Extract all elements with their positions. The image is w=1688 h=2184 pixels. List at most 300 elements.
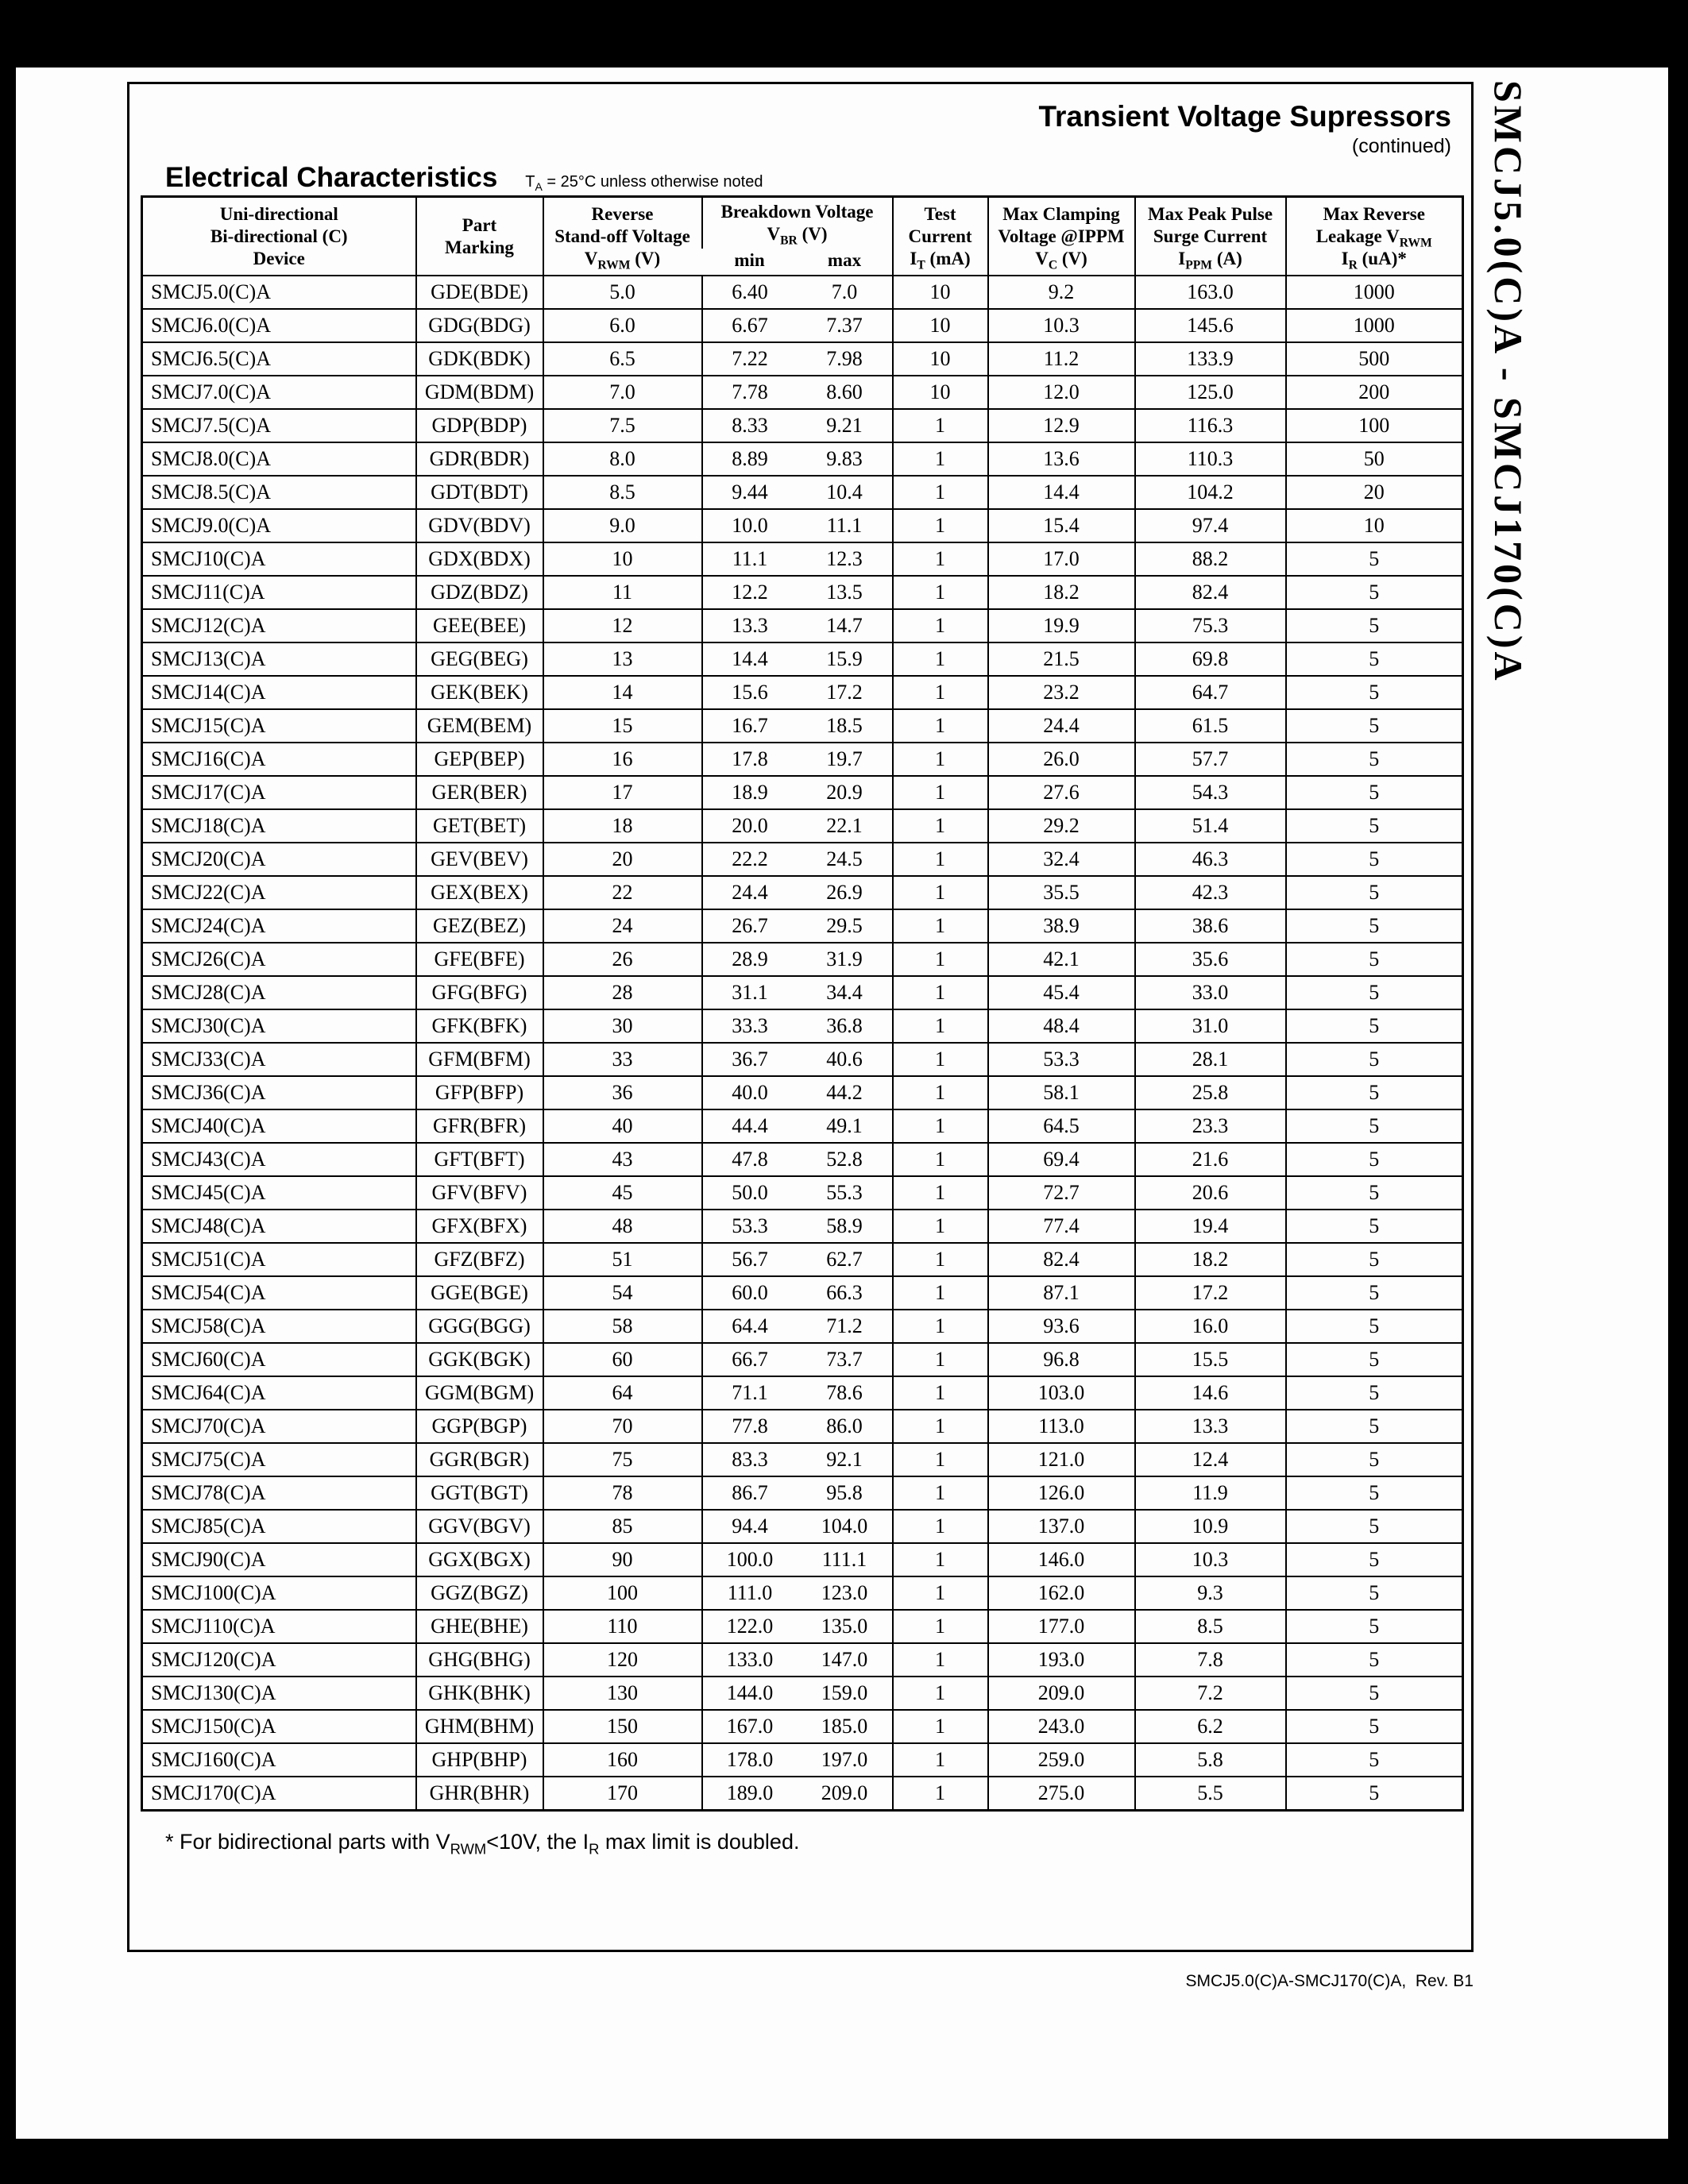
cell-standoff-voltage: 14 xyxy=(543,676,702,709)
cell-reverse-leakage: 5 xyxy=(1286,1376,1463,1410)
cell-test-current: 1 xyxy=(893,1310,988,1343)
cell-standoff-voltage: 6.5 xyxy=(543,342,702,376)
cell-surge-current: 19.4 xyxy=(1135,1210,1286,1243)
cell-device: SMCJ160(C)A xyxy=(142,1743,416,1777)
cell-test-current: 1 xyxy=(893,509,988,542)
cell-standoff-voltage: 33 xyxy=(543,1043,702,1076)
cell-surge-current: 18.2 xyxy=(1135,1243,1286,1276)
col-header-part-marking xyxy=(416,197,543,276)
table-row xyxy=(142,1143,1463,1176)
cell-standoff-voltage: 48 xyxy=(543,1210,702,1243)
cell-test-current: 1 xyxy=(893,1076,988,1109)
cell-surge-current: 21.6 xyxy=(1135,1143,1286,1176)
cell-device: SMCJ14(C)A xyxy=(142,676,416,709)
col-header-standoff-symbol: $V_{RWM}$ (V) xyxy=(584,248,661,272)
section-heading-row xyxy=(165,162,763,194)
cell-reverse-leakage: 5 xyxy=(1286,1210,1463,1243)
cell-breakdown-max: 86.0 xyxy=(798,1410,893,1443)
table-row xyxy=(142,1076,1463,1109)
cell-breakdown-max: 7.98 xyxy=(798,342,893,376)
cell-reverse-leakage: 5 xyxy=(1286,1677,1463,1710)
cell-reverse-leakage: 5 xyxy=(1286,1610,1463,1643)
cell-breakdown-min: 189.0 xyxy=(702,1777,798,1811)
cell-clamping-voltage: 27.6 xyxy=(988,776,1135,809)
table-row xyxy=(142,1043,1463,1076)
cell-clamping-voltage: 29.2 xyxy=(988,809,1135,843)
cell-part-marking: GDP(BDP) xyxy=(416,409,543,442)
cell-breakdown-max: 29.5 xyxy=(798,909,893,943)
cell-breakdown-max: 18.5 xyxy=(798,709,893,743)
cell-breakdown-max: 12.3 xyxy=(798,542,893,576)
cell-clamping-voltage: 53.3 xyxy=(988,1043,1135,1076)
cell-test-current: 1 xyxy=(893,642,988,676)
cell-reverse-leakage: 5 xyxy=(1286,809,1463,843)
col-header-marking-line1: Part xyxy=(462,214,497,235)
cell-breakdown-max: 111.1 xyxy=(798,1543,893,1576)
cell-surge-current: 7.8 xyxy=(1135,1643,1286,1677)
cell-standoff-voltage: 8.5 xyxy=(543,476,702,509)
cell-part-marking: GEE(BEE) xyxy=(416,609,543,642)
cell-part-marking: GFK(BFK) xyxy=(416,1009,543,1043)
cell-device: SMCJ33(C)A xyxy=(142,1043,416,1076)
cell-surge-current: 12.4 xyxy=(1135,1443,1286,1476)
cell-breakdown-min: 7.78 xyxy=(702,376,798,409)
cell-breakdown-min: 22.2 xyxy=(702,843,798,876)
cell-surge-current: 110.3 xyxy=(1135,442,1286,476)
cell-part-marking: GEM(BEM) xyxy=(416,709,543,743)
cell-reverse-leakage: 5 xyxy=(1286,1276,1463,1310)
cell-standoff-voltage: 26 xyxy=(543,943,702,976)
cell-clamping-voltage: 17.0 xyxy=(988,542,1135,576)
cell-device: SMCJ54(C)A xyxy=(142,1276,416,1310)
table-row xyxy=(142,509,1463,542)
cell-part-marking: GFZ(BFZ) xyxy=(416,1243,543,1276)
cell-standoff-voltage: 10 xyxy=(543,542,702,576)
cell-part-marking: GHG(BHG) xyxy=(416,1643,543,1677)
table-row xyxy=(142,709,1463,743)
cell-standoff-voltage: 15 xyxy=(543,709,702,743)
cell-standoff-voltage: 58 xyxy=(543,1310,702,1343)
cell-device: SMCJ18(C)A xyxy=(142,809,416,843)
cell-breakdown-max: 26.9 xyxy=(798,876,893,909)
cell-test-current: 10 xyxy=(893,376,988,409)
cell-breakdown-max: 62.7 xyxy=(798,1243,893,1276)
cell-breakdown-max: 95.8 xyxy=(798,1476,893,1510)
cell-clamping-voltage: 15.4 xyxy=(988,509,1135,542)
cell-surge-current: 88.2 xyxy=(1135,542,1286,576)
cell-clamping-voltage: 45.4 xyxy=(988,976,1135,1009)
cell-surge-current: 42.3 xyxy=(1135,876,1286,909)
cell-standoff-voltage: 22 xyxy=(543,876,702,909)
cell-breakdown-min: 133.0 xyxy=(702,1643,798,1677)
table-body xyxy=(142,276,1463,1811)
cell-breakdown-min: 12.2 xyxy=(702,576,798,609)
col-header-breakdown-max: max xyxy=(827,249,862,270)
cell-surge-current: 104.2 xyxy=(1135,476,1286,509)
cell-reverse-leakage: 5 xyxy=(1286,1410,1463,1443)
cell-surge-current: 9.3 xyxy=(1135,1576,1286,1610)
cell-breakdown-min: 66.7 xyxy=(702,1343,798,1376)
cell-device: SMCJ30(C)A xyxy=(142,1009,416,1043)
cell-device: SMCJ28(C)A xyxy=(142,976,416,1009)
cell-part-marking: GGT(BGT) xyxy=(416,1476,543,1510)
cell-surge-current: 97.4 xyxy=(1135,509,1286,542)
cell-reverse-leakage: 5 xyxy=(1286,743,1463,776)
table-row xyxy=(142,1710,1463,1743)
cell-clamping-voltage: 10.3 xyxy=(988,309,1135,342)
cell-reverse-leakage: 5 xyxy=(1286,1176,1463,1210)
table-row xyxy=(142,1743,1463,1777)
cell-breakdown-max: 13.5 xyxy=(798,576,893,609)
cell-reverse-leakage: 5 xyxy=(1286,609,1463,642)
cell-standoff-voltage: 150 xyxy=(543,1710,702,1743)
cell-breakdown-max: 104.0 xyxy=(798,1510,893,1543)
cell-test-current: 1 xyxy=(893,776,988,809)
col-header-breakdown-min: min xyxy=(734,249,765,270)
cell-clamping-voltage: 24.4 xyxy=(988,709,1135,743)
cell-standoff-voltage: 7.0 xyxy=(543,376,702,409)
cell-test-current: 1 xyxy=(893,1476,988,1510)
cell-breakdown-min: 6.40 xyxy=(702,276,798,309)
cell-breakdown-max: 71.2 xyxy=(798,1310,893,1343)
cell-clamping-voltage: 32.4 xyxy=(988,843,1135,876)
cell-test-current: 1 xyxy=(893,809,988,843)
cell-device: SMCJ6.5(C)A xyxy=(142,342,416,376)
cell-breakdown-min: 17.8 xyxy=(702,743,798,776)
table-row xyxy=(142,1777,1463,1811)
condition-note-text: = 25°C unless otherwise noted xyxy=(542,173,763,191)
cell-breakdown-min: 100.0 xyxy=(702,1543,798,1576)
condition-note xyxy=(525,173,763,191)
cell-clamping-voltage: 14.4 xyxy=(988,476,1135,509)
col-header-leakage-line2: Leakage $V_{RWM}$ xyxy=(1315,226,1432,250)
cell-reverse-leakage: 5 xyxy=(1286,843,1463,876)
col-header-device-line3: Device xyxy=(253,248,305,268)
table-row xyxy=(142,1109,1463,1143)
cell-standoff-voltage: 9.0 xyxy=(543,509,702,542)
cell-part-marking: GEG(BEG) xyxy=(416,642,543,676)
cell-surge-current: 46.3 xyxy=(1135,843,1286,876)
cell-surge-current: 5.8 xyxy=(1135,1743,1286,1777)
col-header-test-symbol: $I_T$ (mA) xyxy=(910,248,971,272)
cell-clamping-voltage: 113.0 xyxy=(988,1410,1135,1443)
cell-reverse-leakage: 5 xyxy=(1286,1143,1463,1176)
cell-breakdown-max: 31.9 xyxy=(798,943,893,976)
cell-clamping-voltage: 13.6 xyxy=(988,442,1135,476)
cell-surge-current: 125.0 xyxy=(1135,376,1286,409)
cell-breakdown-max: 15.9 xyxy=(798,642,893,676)
cell-part-marking: GGK(BGK) xyxy=(416,1343,543,1376)
cell-test-current: 1 xyxy=(893,843,988,876)
cell-clamping-voltage: 38.9 xyxy=(988,909,1135,943)
cell-reverse-leakage: 5 xyxy=(1286,1576,1463,1610)
cell-device: SMCJ130(C)A xyxy=(142,1677,416,1710)
cell-standoff-voltage: 16 xyxy=(543,743,702,776)
cell-clamping-voltage: 35.5 xyxy=(988,876,1135,909)
cell-surge-current: 6.2 xyxy=(1135,1710,1286,1743)
col-header-test-line1: Test xyxy=(924,203,956,224)
cell-reverse-leakage: 5 xyxy=(1286,676,1463,709)
cell-breakdown-max: 185.0 xyxy=(798,1710,893,1743)
col-header-surge-symbol: $I_{PPM}$ (A) xyxy=(1178,248,1242,272)
cell-standoff-voltage: 36 xyxy=(543,1076,702,1109)
table-row xyxy=(142,809,1463,843)
col-header-standoff-voltage xyxy=(543,197,702,276)
cell-breakdown-min: 33.3 xyxy=(702,1009,798,1043)
cell-device: SMCJ16(C)A xyxy=(142,743,416,776)
cell-breakdown-min: 144.0 xyxy=(702,1677,798,1710)
cell-breakdown-min: 26.7 xyxy=(702,909,798,943)
cell-part-marking: GHK(BHK) xyxy=(416,1677,543,1710)
cell-device: SMCJ58(C)A xyxy=(142,1310,416,1343)
electrical-characteristics-table xyxy=(141,195,1464,1812)
table-row xyxy=(142,542,1463,576)
cell-surge-current: 51.4 xyxy=(1135,809,1286,843)
cell-test-current: 1 xyxy=(893,1443,988,1476)
cell-part-marking: GDG(BDG) xyxy=(416,309,543,342)
cell-breakdown-min: 9.44 xyxy=(702,476,798,509)
table-row xyxy=(142,1276,1463,1310)
cell-clamping-voltage: 26.0 xyxy=(988,743,1135,776)
cell-standoff-voltage: 28 xyxy=(543,976,702,1009)
cell-standoff-voltage: 160 xyxy=(543,1743,702,1777)
table-header xyxy=(142,197,1463,276)
cell-part-marking: GHP(BHP) xyxy=(416,1743,543,1777)
cell-device: SMCJ170(C)A xyxy=(142,1777,416,1811)
cell-breakdown-max: 135.0 xyxy=(798,1610,893,1643)
cell-part-marking: GGG(BGG) xyxy=(416,1310,543,1343)
cell-part-marking: GFG(BFG) xyxy=(416,976,543,1009)
cell-breakdown-min: 77.8 xyxy=(702,1410,798,1443)
cell-part-marking: GDK(BDK) xyxy=(416,342,543,376)
cell-part-marking: GGE(BGE) xyxy=(416,1276,543,1310)
cell-surge-current: 64.7 xyxy=(1135,676,1286,709)
cell-clamping-voltage: 12.0 xyxy=(988,376,1135,409)
cell-test-current: 1 xyxy=(893,1176,988,1210)
cell-standoff-voltage: 54 xyxy=(543,1276,702,1310)
col-header-reverse-leakage xyxy=(1286,197,1463,276)
cell-part-marking: GGZ(BGZ) xyxy=(416,1576,543,1610)
cell-test-current: 10 xyxy=(893,276,988,309)
cell-device: SMCJ8.5(C)A xyxy=(142,476,416,509)
cell-breakdown-min: 47.8 xyxy=(702,1143,798,1176)
cell-device: SMCJ8.0(C)A xyxy=(142,442,416,476)
cell-test-current: 1 xyxy=(893,542,988,576)
cell-surge-current: 8.5 xyxy=(1135,1610,1286,1643)
cell-device: SMCJ45(C)A xyxy=(142,1176,416,1210)
cell-device: SMCJ24(C)A xyxy=(142,909,416,943)
cell-surge-current: 16.0 xyxy=(1135,1310,1286,1343)
cell-test-current: 1 xyxy=(893,1410,988,1443)
cell-breakdown-min: 20.0 xyxy=(702,809,798,843)
table-row xyxy=(142,909,1463,943)
cell-standoff-voltage: 7.5 xyxy=(543,409,702,442)
cell-breakdown-min: 31.1 xyxy=(702,976,798,1009)
cell-clamping-voltage: 177.0 xyxy=(988,1610,1135,1643)
cell-surge-current: 38.6 xyxy=(1135,909,1286,943)
cell-reverse-leakage: 5 xyxy=(1286,1043,1463,1076)
cell-breakdown-min: 13.3 xyxy=(702,609,798,642)
cell-breakdown-min: 60.0 xyxy=(702,1276,798,1310)
cell-test-current: 1 xyxy=(893,1343,988,1376)
table-row xyxy=(142,943,1463,976)
cell-reverse-leakage: 5 xyxy=(1286,1076,1463,1109)
cell-reverse-leakage: 5 xyxy=(1286,1109,1463,1143)
cell-reverse-leakage: 5 xyxy=(1286,709,1463,743)
cell-reverse-leakage: 5 xyxy=(1286,1009,1463,1043)
cell-standoff-voltage: 70 xyxy=(543,1410,702,1443)
col-header-device-line2: Bi-directional (C) xyxy=(210,226,348,246)
cell-standoff-voltage: 60 xyxy=(543,1343,702,1376)
cell-surge-current: 11.9 xyxy=(1135,1476,1286,1510)
cell-device: SMCJ7.0(C)A xyxy=(142,376,416,409)
cell-device: SMCJ40(C)A xyxy=(142,1109,416,1143)
footnote: * For bidirectional parts with $V_{RWM}<10V$, the $I_R$ max limit is doubled. xyxy=(165,1830,800,1858)
cell-surge-current: 28.1 xyxy=(1135,1043,1286,1076)
cell-test-current: 1 xyxy=(893,1743,988,1777)
cell-reverse-leakage: 5 xyxy=(1286,542,1463,576)
cell-test-current: 1 xyxy=(893,743,988,776)
cell-breakdown-min: 86.7 xyxy=(702,1476,798,1510)
cell-standoff-voltage: 24 xyxy=(543,909,702,943)
cell-breakdown-max: 73.7 xyxy=(798,1343,893,1376)
footer-revision: SMCJ5.0(C)A-SMCJ170(C)A, Rev. B1 xyxy=(1185,1972,1474,1990)
cell-reverse-leakage: 5 xyxy=(1286,1743,1463,1777)
cell-surge-current: 33.0 xyxy=(1135,976,1286,1009)
cell-test-current: 1 xyxy=(893,1510,988,1543)
cell-test-current: 1 xyxy=(893,1576,988,1610)
cell-clamping-voltage: 42.1 xyxy=(988,943,1135,976)
cell-breakdown-min: 24.4 xyxy=(702,876,798,909)
col-header-clamping-line2: Voltage @IPPM xyxy=(998,226,1125,246)
cell-clamping-voltage: 275.0 xyxy=(988,1777,1135,1811)
document-page xyxy=(16,68,1668,2139)
cell-reverse-leakage: 5 xyxy=(1286,1777,1463,1811)
cell-breakdown-min: 40.0 xyxy=(702,1076,798,1109)
cell-part-marking: GHR(BHR) xyxy=(416,1777,543,1811)
cell-part-marking: GGX(BGX) xyxy=(416,1543,543,1576)
cell-breakdown-min: 8.33 xyxy=(702,409,798,442)
cell-breakdown-max: 147.0 xyxy=(798,1643,893,1677)
cell-test-current: 1 xyxy=(893,1109,988,1143)
table-row xyxy=(142,743,1463,776)
cell-surge-current: 35.6 xyxy=(1135,943,1286,976)
cell-standoff-voltage: 6.0 xyxy=(543,309,702,342)
cell-test-current: 1 xyxy=(893,1009,988,1043)
cell-device: SMCJ64(C)A xyxy=(142,1376,416,1410)
cell-clamping-voltage: 137.0 xyxy=(988,1510,1135,1543)
cell-reverse-leakage: 5 xyxy=(1286,776,1463,809)
cell-standoff-voltage: 11 xyxy=(543,576,702,609)
col-header-breakdown-symbol: $V_{BR}$ (V) xyxy=(767,224,828,248)
cell-clamping-voltage: 19.9 xyxy=(988,609,1135,642)
cell-breakdown-max: 40.6 xyxy=(798,1043,893,1076)
cell-surge-current: 25.8 xyxy=(1135,1076,1286,1109)
cell-standoff-voltage: 40 xyxy=(543,1109,702,1143)
cell-part-marking: GEZ(BEZ) xyxy=(416,909,543,943)
cell-part-marking: GDT(BDT) xyxy=(416,476,543,509)
cell-breakdown-max: 20.9 xyxy=(798,776,893,809)
cell-test-current: 1 xyxy=(893,1276,988,1310)
content-border-box xyxy=(127,82,1474,1952)
cell-reverse-leakage: 5 xyxy=(1286,576,1463,609)
cell-standoff-voltage: 130 xyxy=(543,1677,702,1710)
cell-breakdown-min: 6.67 xyxy=(702,309,798,342)
col-header-test-line2: Current xyxy=(908,226,972,246)
cell-breakdown-max: 49.1 xyxy=(798,1109,893,1143)
cell-standoff-voltage: 17 xyxy=(543,776,702,809)
cell-part-marking: GEP(BEP) xyxy=(416,743,543,776)
col-header-surge-line1: Max Peak Pulse xyxy=(1147,203,1273,224)
table-row xyxy=(142,642,1463,676)
cell-surge-current: 7.2 xyxy=(1135,1677,1286,1710)
cell-reverse-leakage: 200 xyxy=(1286,376,1463,409)
cell-clamping-voltage: 243.0 xyxy=(988,1710,1135,1743)
table-row xyxy=(142,843,1463,876)
cell-part-marking: GEV(BEV) xyxy=(416,843,543,876)
cell-reverse-leakage: 500 xyxy=(1286,342,1463,376)
condition-note-symbol: T xyxy=(525,173,535,191)
cell-breakdown-max: 9.21 xyxy=(798,409,893,442)
cell-reverse-leakage: 5 xyxy=(1286,909,1463,943)
table-row xyxy=(142,1176,1463,1210)
table-row xyxy=(142,976,1463,1009)
table-row xyxy=(142,1410,1463,1443)
cell-surge-current: 31.0 xyxy=(1135,1009,1286,1043)
cell-test-current: 10 xyxy=(893,309,988,342)
cell-clamping-voltage: 146.0 xyxy=(988,1543,1135,1576)
cell-clamping-voltage: 87.1 xyxy=(988,1276,1135,1310)
table-row xyxy=(142,1343,1463,1376)
table-row xyxy=(142,776,1463,809)
cell-breakdown-min: 18.9 xyxy=(702,776,798,809)
cell-standoff-voltage: 13 xyxy=(543,642,702,676)
cell-breakdown-max: 52.8 xyxy=(798,1143,893,1176)
col-header-surge-current xyxy=(1135,197,1286,276)
cell-surge-current: 23.3 xyxy=(1135,1109,1286,1143)
cell-surge-current: 54.3 xyxy=(1135,776,1286,809)
cell-clamping-voltage: 121.0 xyxy=(988,1443,1135,1476)
cell-device: SMCJ17(C)A xyxy=(142,776,416,809)
cell-clamping-voltage: 162.0 xyxy=(988,1576,1135,1610)
cell-device: SMCJ22(C)A xyxy=(142,876,416,909)
cell-test-current: 1 xyxy=(893,1610,988,1643)
cell-clamping-voltage: 103.0 xyxy=(988,1376,1135,1410)
cell-breakdown-min: 10.0 xyxy=(702,509,798,542)
cell-breakdown-max: 123.0 xyxy=(798,1576,893,1610)
cell-breakdown-max: 44.2 xyxy=(798,1076,893,1109)
cell-part-marking: GFM(BFM) xyxy=(416,1043,543,1076)
cell-test-current: 1 xyxy=(893,1777,988,1811)
cell-device: SMCJ78(C)A xyxy=(142,1476,416,1510)
cell-breakdown-min: 36.7 xyxy=(702,1043,798,1076)
cell-test-current: 1 xyxy=(893,1677,988,1710)
cell-clamping-voltage: 193.0 xyxy=(988,1643,1135,1677)
cell-standoff-voltage: 64 xyxy=(543,1376,702,1410)
cell-clamping-voltage: 18.2 xyxy=(988,576,1135,609)
cell-device: SMCJ48(C)A xyxy=(142,1210,416,1243)
cell-breakdown-max: 197.0 xyxy=(798,1743,893,1777)
cell-part-marking: GET(BET) xyxy=(416,809,543,843)
cell-standoff-voltage: 43 xyxy=(543,1143,702,1176)
cell-breakdown-max: 22.1 xyxy=(798,809,893,843)
cell-clamping-voltage: 58.1 xyxy=(988,1076,1135,1109)
cell-clamping-voltage: 93.6 xyxy=(988,1310,1135,1343)
cell-test-current: 1 xyxy=(893,1243,988,1276)
cell-reverse-leakage: 5 xyxy=(1286,1476,1463,1510)
cell-standoff-voltage: 8.0 xyxy=(543,442,702,476)
col-header-standoff-line1: Reverse xyxy=(591,203,654,224)
